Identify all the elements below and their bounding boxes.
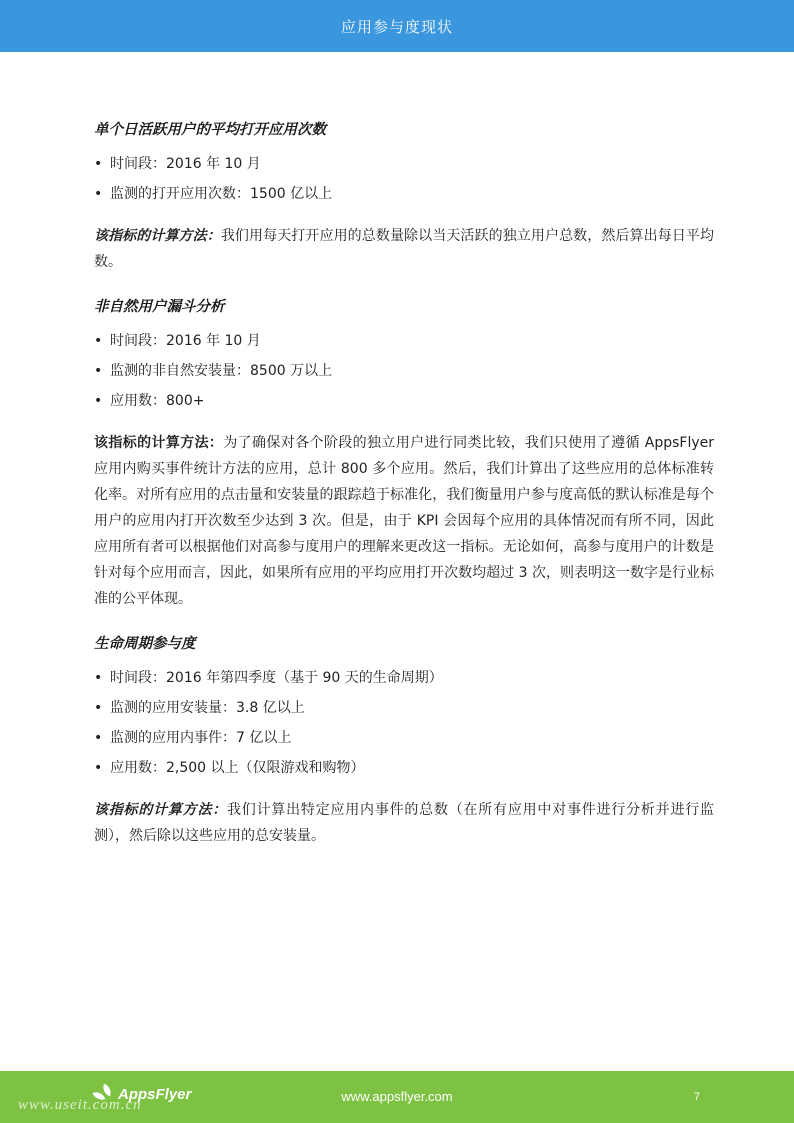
- bullet-list: [94, 663, 714, 783]
- section-title: 单个日活跃用户的平均打开应用次数: [94, 122, 326, 138]
- method-paragraph: [94, 430, 714, 612]
- list-item: • 监测的应用内事件：7 亿以上: [94, 723, 714, 753]
- method-label: 该指标的计算方法：: [94, 435, 224, 451]
- list-item: • 时间段：2016 年 10 月: [94, 326, 714, 356]
- header-title: 应用参与度现状: [340, 17, 453, 36]
- watermark: www.useit.com.cn: [18, 1097, 142, 1113]
- list-item: • 时间段：2016 年 10 月: [94, 149, 714, 179]
- list-item: • 应用数：800+: [94, 386, 714, 416]
- list-item: • 监测的非自然安装量：8500 万以上: [94, 356, 714, 386]
- method-text: 为了确保对各个阶段的独立用户进行同类比较，我们只使用了遵循 AppsFlyer 应用内购买事件统计方法的应用，总计 800 多个应用。然后，我们计算出了这些应用的总体标准转化率。对所有应用的点击量和安装量的跟踪趋于标准化，我们衡量用户参与度高低的默认标准是每个用户的应用内打开次数至少达到 3 次。但是，由于 KPI 会因每个应用的具体情况而有所不同，因此应用所有者可以根据他们对高参与度用户的理解来更改这一指标。无论如何，高参与度用户的计数是针对每个应用而言，因此，如果所有应用的平均应用打开次数均超过 3 次，则表明这一数字是行业标准的公平体现。: [94, 435, 714, 607]
- bullet-list: [94, 149, 714, 209]
- list-item: • 时间段：2016 年第四季度（基于 90 天的生命周期）: [94, 663, 714, 693]
- method-label: 该指标的计算方法：: [94, 802, 228, 818]
- section-title: 非自然用户漏斗分析: [94, 299, 225, 315]
- page-number: 7: [693, 1091, 700, 1103]
- section-lifecycle-engagement: [94, 632, 714, 849]
- section-daily-opens: [94, 118, 714, 275]
- list-item: • 监测的应用安装量：3.8 亿以上: [94, 693, 714, 723]
- section-title: 生命周期参与度: [94, 636, 196, 652]
- method-label: 该指标的计算方法：: [94, 228, 221, 244]
- method-text: 我们计算出特定应用内事件的总数（在所有应用中对事件进行分析并进行监测），然后除以这些应用的总安装量。: [94, 802, 715, 844]
- method-text: 我们用每天打开应用的总数量除以当天活跃的独立用户总数，然后算出每日平均数。: [94, 228, 715, 270]
- method-paragraph: [94, 223, 714, 275]
- main-content: [94, 118, 714, 869]
- logo-text: AppsFlyer: [118, 1085, 192, 1103]
- list-item: • 应用数：2,500 以上（仅限游戏和购物）: [94, 753, 714, 783]
- section-non-organic-funnel: [94, 295, 714, 612]
- page-header: [0, 0, 794, 52]
- footer-url[interactable]: www.appsflyer.com: [341, 1089, 453, 1104]
- list-item: • 监测的打开应用次数：1500 亿以上: [94, 179, 714, 209]
- method-paragraph: [94, 797, 714, 849]
- bullet-list: [94, 326, 714, 416]
